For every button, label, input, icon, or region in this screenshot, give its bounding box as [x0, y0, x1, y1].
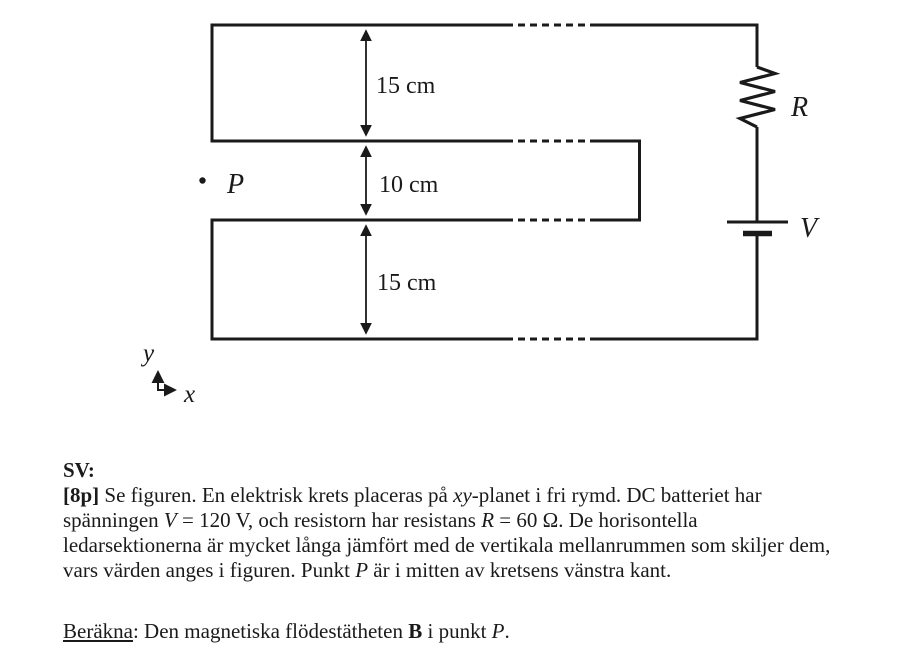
circuit-wires: [212, 25, 759, 339]
text-run: spänningen: [63, 508, 164, 532]
text-run: = 60 Ω. De horisontella: [494, 508, 698, 532]
text-run: är i mitten av kretsens vänstra kant.: [368, 558, 672, 582]
resistor-symbol: [740, 67, 775, 127]
text-run: ledarsektionerna är mycket långa jämfört med de vertikala mellanrummen som skiljer dem,: [63, 533, 831, 557]
axes-lines: [158, 372, 175, 390]
text-run: P: [491, 619, 505, 643]
text-run: [8p]: [63, 483, 100, 507]
solution-header: SV:: [63, 458, 95, 482]
problem-line-1: [63, 483, 893, 508]
text-run: i punkt: [422, 619, 492, 643]
text-run: = 120 V, och resistorn har resistans: [176, 508, 482, 532]
text-run: Beräkna: [63, 619, 133, 643]
coordinate-axes-icon: [158, 372, 175, 390]
text-run: : Den magnetiska flödestätheten: [132, 619, 409, 643]
task-line: [63, 619, 893, 644]
text-run: xy: [453, 483, 472, 507]
text-run: -planet i fri rymd. DC batteriet har: [471, 483, 762, 507]
axis-y-label: y: [143, 340, 155, 367]
resistor-zigzag: [740, 67, 775, 127]
wire-middle-tongue: [590, 141, 640, 220]
wire-top-right: [590, 25, 757, 67]
wire-top-left-section: [212, 25, 506, 141]
battery-symbol: [727, 222, 788, 234]
dimension-label-middle: 10 cm: [379, 172, 439, 198]
point-p-dot: [199, 177, 205, 183]
wire-bottom-left-section: [212, 220, 506, 339]
text-run: P: [355, 558, 369, 582]
text-run: Se figuren. En elektrisk krets placeras på: [99, 483, 454, 507]
problem-line-2: [63, 508, 893, 533]
battery-label: V: [800, 213, 818, 244]
text-run: B: [408, 619, 423, 643]
dimension-label-bottom: 15 cm: [377, 270, 437, 296]
dimension-label-top: 15 cm: [376, 73, 436, 99]
text-run: .: [504, 619, 510, 643]
resistor-label: R: [791, 92, 809, 123]
point-p-label: P: [227, 169, 245, 200]
problem-line-3: [63, 533, 893, 558]
solution-text-block: [63, 458, 893, 644]
problem-line-4: [63, 558, 893, 583]
text-run: vars värden anges i figuren. Punkt: [63, 558, 356, 582]
text-run: V: [163, 508, 177, 532]
axis-x-label: x: [184, 381, 196, 408]
text-run: R: [481, 508, 495, 532]
